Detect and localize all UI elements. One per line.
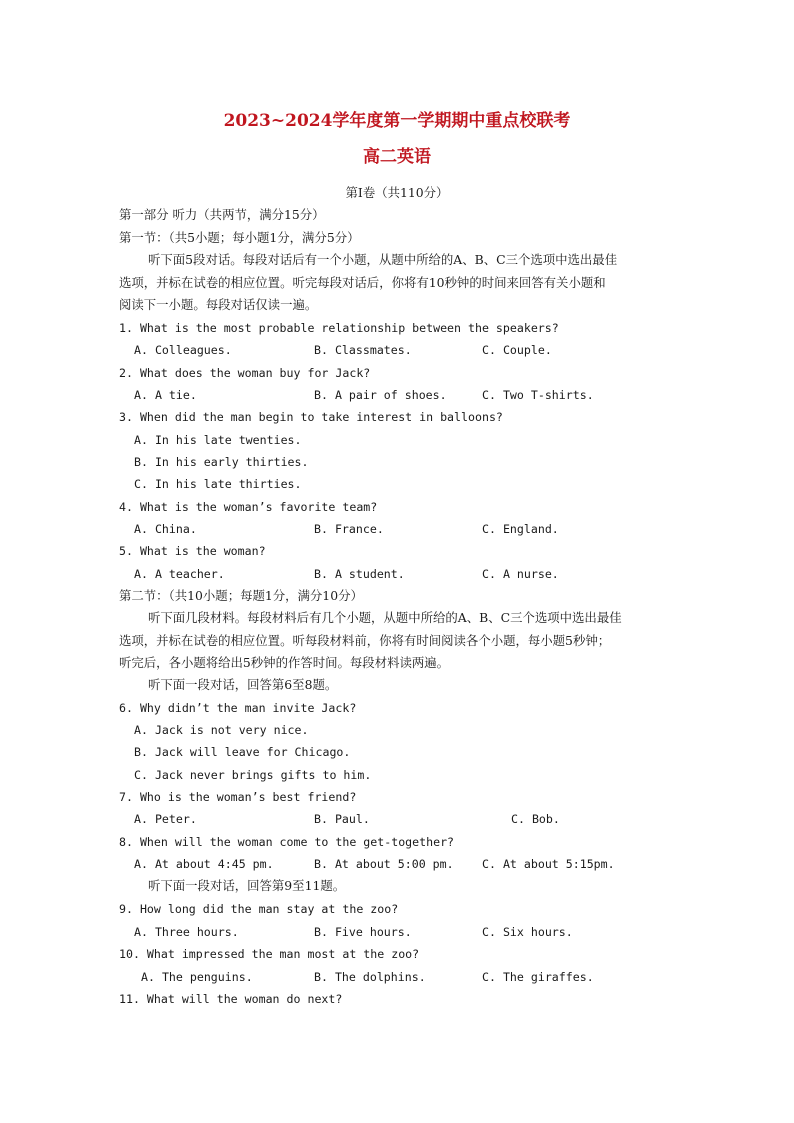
dialogue-note: 听下面一段对话，回答第9至11题。 [148,878,346,893]
section1-instr-line: 选项，并标在试卷的相应位置。听完每段对话后，你将有10秒钟的时间来回答有关小题和 [119,275,606,290]
section1-instr-line: 阅读下一小题。每段对话仅读一遍。 [119,297,318,312]
question-5: 5. What is the woman? [119,544,266,558]
q3-option-a: A. In his late twenties. [134,433,302,447]
q8-option-b: B. At about 5:00 pm. [314,857,454,871]
question-11: 11. What will the woman do next? [119,992,343,1006]
q5-option-c: C. A nurse. [482,567,559,581]
question-4: 4. What is the woman’s favorite team? [119,500,378,514]
question-1: 1. What is the most probable relationship between the speakers? [119,321,559,335]
q7-option-a: A. Peter. [134,812,197,826]
question-10: 10. What impressed the man most at the zoo? [119,947,420,961]
dialogue-note: 听下面一段对话，回答第6至8题。 [148,677,338,692]
section2-instr-line: 选项，并标在试卷的相应位置。听每段材料前，你将有时间阅读各个小题，每小题5秒钟； [119,633,611,648]
section2-instr-line: 听下面几段材料。每段材料后有几个小题，从题中所给的A、B、C三个选项中选出最佳 [148,610,622,625]
q9-option-b: B. Five hours. [314,925,412,939]
section1-heading: 第一节：（共5小题；每小题1分，满分5分） [119,230,360,245]
question-9: 9. How long did the man stay at the zoo? [119,902,399,916]
section1-instr-line: 听下面5段对话。每段对话后有一个小题，从题中所给的A、B、C三个选项中选出最佳 [148,252,618,267]
q8-option-c: C. At about 5:15pm. [482,857,615,871]
exam-title: 2023~2024学年度第一学期期中重点校联考 [223,111,571,131]
q1-option-a: A. Colleagues. [134,343,232,357]
q10-option-c: C. The giraffes. [482,970,594,984]
q9-option-a: A. Three hours. [134,925,239,939]
q5-option-b: B. A student. [314,567,405,581]
q2-option-c: C. Two T-shirts. [482,388,594,402]
section2-instr-line: 听完后，各小题将给出5秒钟的作答时间。每段材料读两遍。 [119,655,450,670]
q1-option-c: C. Couple. [482,343,552,357]
q3-option-b: B. In his early thirties. [134,455,309,469]
q7-option-c: C. Bob. [511,812,560,826]
q6-option-b: B. Jack will leave for Chicago. [134,745,351,759]
q3-option-c: C. In his late thirties. [134,477,302,491]
exam-subject: 高二英语 [363,147,431,167]
q5-option-a: A. A teacher. [134,567,225,581]
section2-heading: 第二节：（共10小题；每题1分，满分10分） [119,588,363,603]
question-6: 6. Why didn’t the man invite Jack? [119,701,357,715]
q4-option-b: B. France. [314,522,384,536]
q4-option-c: C. England. [482,522,559,536]
part1-heading: 第一部分 听力（共两节，满分15分） [119,207,325,222]
q7-option-b: B. Paul. [314,812,370,826]
question-3: 3. When did the man begin to take interest in balloons? [119,410,503,424]
q1-option-b: B. Classmates. [314,343,412,357]
question-2: 2. What does the woman buy for Jack? [119,366,371,380]
q8-option-a: A. At about 4:45 pm. [134,857,274,871]
q4-option-a: A. China. [134,522,197,536]
q10-option-b: B. The dolphins. [314,970,426,984]
volume-heading: 第Ⅰ卷（共110分） [345,185,449,200]
q9-option-c: C. Six hours. [482,925,573,939]
question-7: 7. Who is the woman’s best friend? [119,790,357,804]
question-8: 8. When will the woman come to the get-together? [119,835,455,849]
q6-option-a: A. Jack is not very nice. [134,723,309,737]
q10-option-a: A. The penguins. [141,970,253,984]
q2-option-b: B. A pair of shoes. [314,388,447,402]
q6-option-c: C. Jack never brings gifts to him. [134,768,372,782]
q2-option-a: A. A tie. [134,388,197,402]
